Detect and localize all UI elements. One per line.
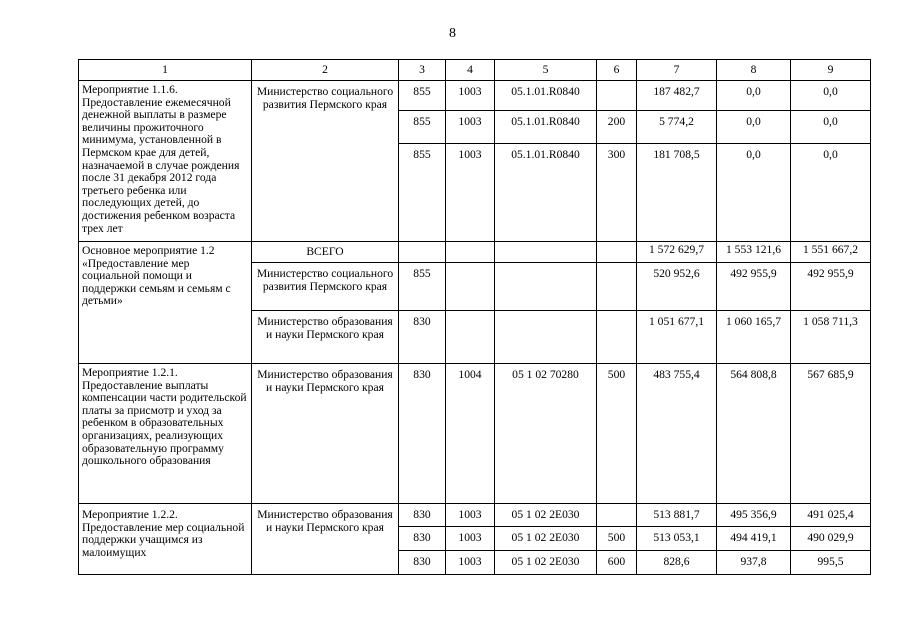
cell-expense-type: 600 — [597, 551, 637, 575]
cell-amount-8: 1 553 121,6 — [717, 242, 791, 263]
cell-expense-type: 200 — [597, 111, 637, 144]
measure-description: Основное мероприятие 1.2 «Предоставление мер социальной помощи и поддержки семьям и семьям с детьми» — [79, 242, 252, 364]
cell-amount-7: 1 572 629,7 — [637, 242, 717, 263]
cell-amount-7: 1 051 677,1 — [637, 311, 717, 364]
measure-title: Мероприятие 1.2.1. Предоставление выплаты компенсации части родительской платы за присмотр и уход за ребенком в образовательных организациях, реализующих образовательную программу дошкольного образования — [82, 366, 247, 468]
column-header: 3 — [399, 60, 446, 81]
cell-amount-7: 513 881,7 — [637, 504, 717, 527]
cell-amount-7: 483 755,4 — [637, 364, 717, 504]
column-header: 4 — [446, 60, 495, 81]
measure-title: Мероприятие 1.1.6. Предоставление ежемесячной денежной выплаты в размере величины прожиточного минимума, установленной в Пермском крае для детей, назначаемой в случае рождения после 31 декабря 2012 года третьего ребенка или последующих детей, до достижения ребенком возраста трех лет — [82, 83, 240, 235]
cell-target-article: 05.1.01.R0840 — [495, 111, 597, 144]
table-row — [79, 504, 871, 527]
table-row-total — [79, 242, 871, 263]
cell-target-article: 05 1 02 2E030 — [495, 551, 597, 575]
cell-amount-7: 520 952,6 — [637, 263, 717, 311]
measure-description — [79, 81, 252, 242]
cell-grbs — [399, 242, 446, 263]
cell-grbs: 855 — [399, 263, 446, 311]
cell-amount-9: 492 955,9 — [791, 263, 871, 311]
cell-amount-8: 494 419,1 — [717, 527, 791, 551]
column-header: 1 — [79, 60, 252, 81]
cell-amount-8: 937,8 — [717, 551, 791, 575]
cell-amount-9: 995,5 — [791, 551, 871, 575]
cell-section: 1003 — [446, 111, 495, 144]
cell-amount-9: 0,0 — [791, 144, 871, 242]
cell-section: 1003 — [446, 527, 495, 551]
cell-grbs: 830 — [399, 311, 446, 364]
responsible-executor: Министерство социального развития Пермского края — [252, 81, 399, 242]
cell-target-article: 05 1 02 2E030 — [495, 504, 597, 527]
cell-amount-9: 491 025,4 — [791, 504, 871, 527]
cell-target-article: 05.1.01.R0840 — [495, 144, 597, 242]
cell-amount-8: 0,0 — [717, 144, 791, 242]
cell-amount-8: 0,0 — [717, 81, 791, 111]
cell-grbs: 830 — [399, 364, 446, 504]
cell-section — [446, 263, 495, 311]
cell-expense-type: 300 — [597, 144, 637, 242]
cell-section: 1004 — [446, 364, 495, 504]
cell-target-article — [495, 242, 597, 263]
cell-expense-type: 500 — [597, 527, 637, 551]
cell-amount-8: 492 955,9 — [717, 263, 791, 311]
cell-amount-9: 1 058 711,3 — [791, 311, 871, 364]
cell-amount-7: 5 774,2 — [637, 111, 717, 144]
cell-section: 1003 — [446, 504, 495, 527]
measure-title: Мероприятие 1.2.2. Предоставление мер социальной поддержки учащимся из малоимущих — [82, 508, 245, 559]
cell-amount-9: 1 551 667,2 — [791, 242, 871, 263]
column-header: 9 — [791, 60, 871, 81]
column-header: 5 — [495, 60, 597, 81]
cell-target-article — [495, 263, 597, 311]
column-header: 7 — [637, 60, 717, 81]
cell-amount-9: 0,0 — [791, 81, 871, 111]
cell-section — [446, 311, 495, 364]
responsible-executor: Министерство образования и науки Пермского края — [252, 504, 399, 575]
cell-amount-9: 567 685,9 — [791, 364, 871, 504]
cell-grbs: 830 — [399, 551, 446, 575]
cell-grbs: 855 — [399, 81, 446, 111]
cell-amount-7: 828,6 — [637, 551, 717, 575]
responsible-executor: Министерство образования и науки Пермского края — [252, 364, 399, 504]
cell-section: 1003 — [446, 144, 495, 242]
column-header: 8 — [717, 60, 791, 81]
total-label: ВСЕГО — [252, 242, 399, 263]
cell-amount-7: 187 482,7 — [637, 81, 717, 111]
cell-grbs: 830 — [399, 527, 446, 551]
table-row — [79, 364, 871, 504]
cell-amount-7: 513 053,1 — [637, 527, 717, 551]
page-number: 8 — [449, 26, 456, 41]
column-header: 2 — [252, 60, 399, 81]
cell-section — [446, 242, 495, 263]
table-header-row — [79, 60, 871, 81]
cell-target-article: 05 1 02 2E030 — [495, 527, 597, 551]
cell-expense-type — [597, 242, 637, 263]
table-row — [79, 81, 871, 111]
cell-amount-8: 1 060 165,7 — [717, 311, 791, 364]
cell-amount-7: 181 708,5 — [637, 144, 717, 242]
cell-expense-type — [597, 263, 637, 311]
cell-expense-type — [597, 504, 637, 527]
cell-target-article — [495, 311, 597, 364]
budget-table — [78, 59, 871, 575]
responsible-executor: Министерство социального развития Пермского края — [252, 263, 399, 311]
measure-description — [79, 364, 252, 504]
measure-description — [79, 504, 252, 575]
cell-grbs: 855 — [399, 111, 446, 144]
cell-section: 1003 — [446, 551, 495, 575]
cell-amount-8: 0,0 — [717, 111, 791, 144]
cell-expense-type — [597, 81, 637, 111]
responsible-executor: Министерство образования и науки Пермского края — [252, 311, 399, 364]
cell-amount-8: 564 808,8 — [717, 364, 791, 504]
cell-section: 1003 — [446, 81, 495, 111]
cell-amount-8: 495 356,9 — [717, 504, 791, 527]
cell-expense-type — [597, 311, 637, 364]
column-header: 6 — [597, 60, 637, 81]
cell-grbs: 830 — [399, 504, 446, 527]
cell-target-article: 05.1.01.R0840 — [495, 81, 597, 111]
cell-expense-type: 500 — [597, 364, 637, 504]
cell-target-article: 05 1 02 70280 — [495, 364, 597, 504]
cell-amount-9: 490 029,9 — [791, 527, 871, 551]
cell-grbs: 855 — [399, 144, 446, 242]
cell-amount-9: 0,0 — [791, 111, 871, 144]
